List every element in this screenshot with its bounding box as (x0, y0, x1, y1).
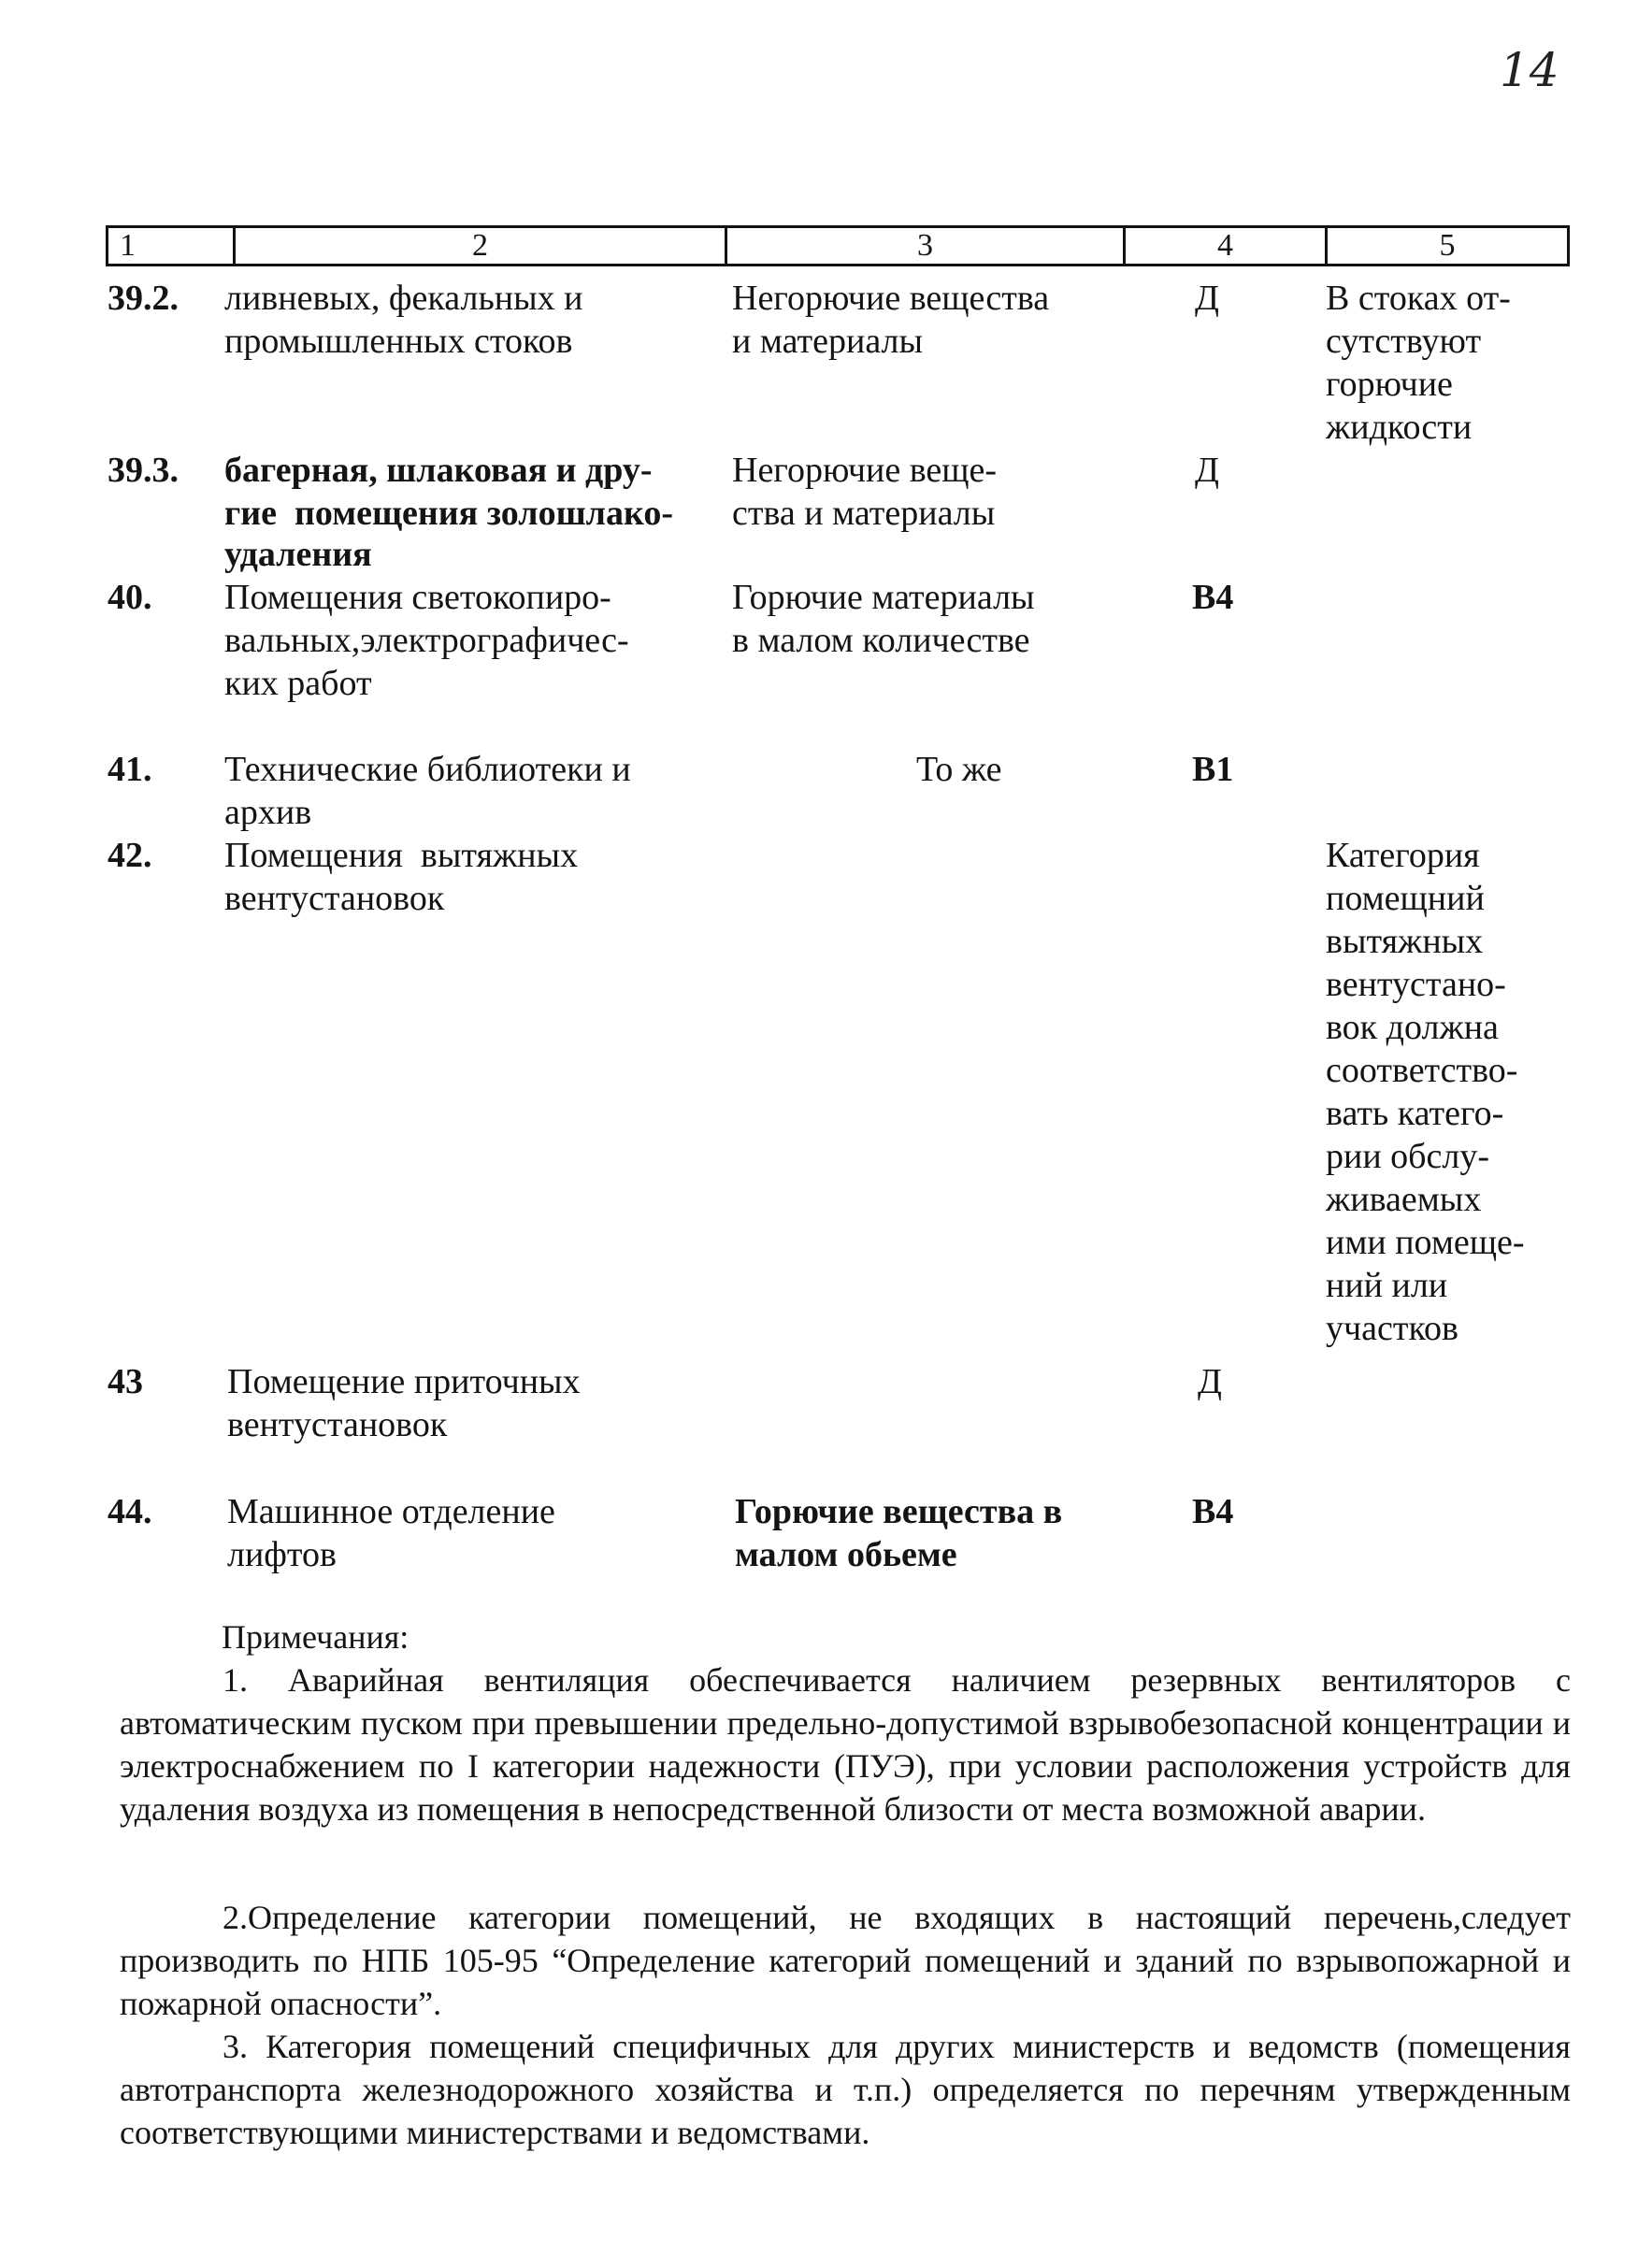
room-name-line: багерная, шлаковая и дру- (224, 451, 653, 490)
category-value: В4 (1192, 578, 1234, 617)
category-value: В4 (1192, 1492, 1234, 1531)
row-number: 44. (108, 1492, 152, 1531)
room-name-line: ливневых, фекальных и (224, 279, 583, 318)
room-name-line: вальных,электрографичес- (224, 621, 629, 660)
page-number: 14 (1500, 43, 1559, 97)
category-value: Д (1195, 451, 1219, 490)
room-name-line: лифтов (227, 1535, 337, 1574)
substances-line: Горючие вещества в (735, 1492, 1063, 1531)
note-line: горючие (1326, 365, 1453, 404)
note-line: Категория (1326, 836, 1480, 875)
notes-title: Примечания: (222, 1618, 410, 1656)
note-line: ний или (1326, 1266, 1448, 1305)
note-line: ими помеще- (1326, 1223, 1525, 1262)
substances-line: и материалы (732, 322, 924, 361)
note-line: вок должна (1326, 1008, 1499, 1047)
row-number: 41. (108, 750, 152, 789)
header-col-2: 2 (472, 228, 488, 263)
room-name-line: Помещение приточных (227, 1362, 581, 1401)
note-paragraph: 3. Категория помещений специфичных для других министерств и ведомств (помещения автотранспорта железнодорожного хозяйства и т.п.) определяется по перечням утвержденным соответствующими министерствами и ведомствами. (120, 2028, 1571, 2151)
room-name-line: Помещения вытяжных (224, 836, 579, 875)
category-value: В1 (1192, 750, 1234, 789)
note-line: соответство- (1326, 1051, 1518, 1090)
room-name-line: Машинное отделение (227, 1492, 555, 1531)
room-name-line: Помещения светокопиро- (224, 578, 611, 617)
substances-line: Негорючие вещества (732, 279, 1050, 318)
category-value: Д (1198, 1362, 1222, 1401)
note-line: вентустано- (1326, 965, 1506, 1004)
note-line: участков (1326, 1309, 1458, 1348)
substances-line: ства и материалы (732, 494, 996, 533)
room-name-line: архив (224, 793, 312, 832)
substances-line: То же (916, 750, 1002, 789)
header-col-1: 1 (120, 228, 136, 263)
row-number: 42. (108, 836, 152, 875)
note-paragraph: 1. Аварийная вентиляция обеспечивается наличием резервных вентиляторов с автоматическим пуском при превышении предельно-допустимой взрывобезопасной концентрации и электроснабжением по I категории надежности (ПУЭ), при условии расположения устройств для удаления воздуха из помещения в непосредственной близости от места возможной аварии. (120, 1661, 1571, 1828)
note-line: помещний (1326, 879, 1485, 918)
room-name-line: вентустановок (227, 1405, 448, 1444)
substances-line: малом обьеме (735, 1535, 957, 1574)
note-line: жидкости (1326, 408, 1473, 447)
row-number: 39.3. (108, 451, 179, 490)
note-line: сутствуют (1326, 322, 1482, 361)
header-col-5: 5 (1439, 228, 1456, 263)
note-line: вать катего- (1326, 1094, 1504, 1133)
substances-line: Негорючие веще- (732, 451, 998, 490)
note-line: В стоках от- (1326, 279, 1511, 318)
table-header (106, 225, 1570, 266)
note-line: живаемых (1326, 1180, 1482, 1219)
category-value: Д (1195, 279, 1219, 318)
room-name-line: промышленных стоков (224, 322, 573, 361)
room-name-line: удаления (224, 535, 372, 574)
row-number: 43 (108, 1362, 143, 1401)
row-number: 39.2. (108, 279, 179, 318)
note-line: рии обслу- (1326, 1137, 1489, 1176)
substances-line: Горючие материалы (732, 578, 1035, 617)
room-name-line: вентустановок (224, 879, 445, 918)
row-number: 40. (108, 578, 152, 617)
room-name-line: Технические библиотеки и (224, 750, 631, 789)
note-line: вытяжных (1326, 922, 1484, 961)
substances-line: в малом количестве (732, 621, 1030, 660)
note-paragraph: 2.Определение категории помещений, не входящих в настоящий перечень,следует производить по НПБ 105-95 “Определение категорий помещений и зданий по взрывопожарной и пожарной опасности”. (120, 1899, 1571, 2022)
header-col-4: 4 (1217, 228, 1233, 263)
room-name-line: гие помещения золошлако- (224, 494, 674, 533)
room-name-line: ких работ (224, 664, 372, 703)
header-col-3: 3 (917, 228, 933, 263)
